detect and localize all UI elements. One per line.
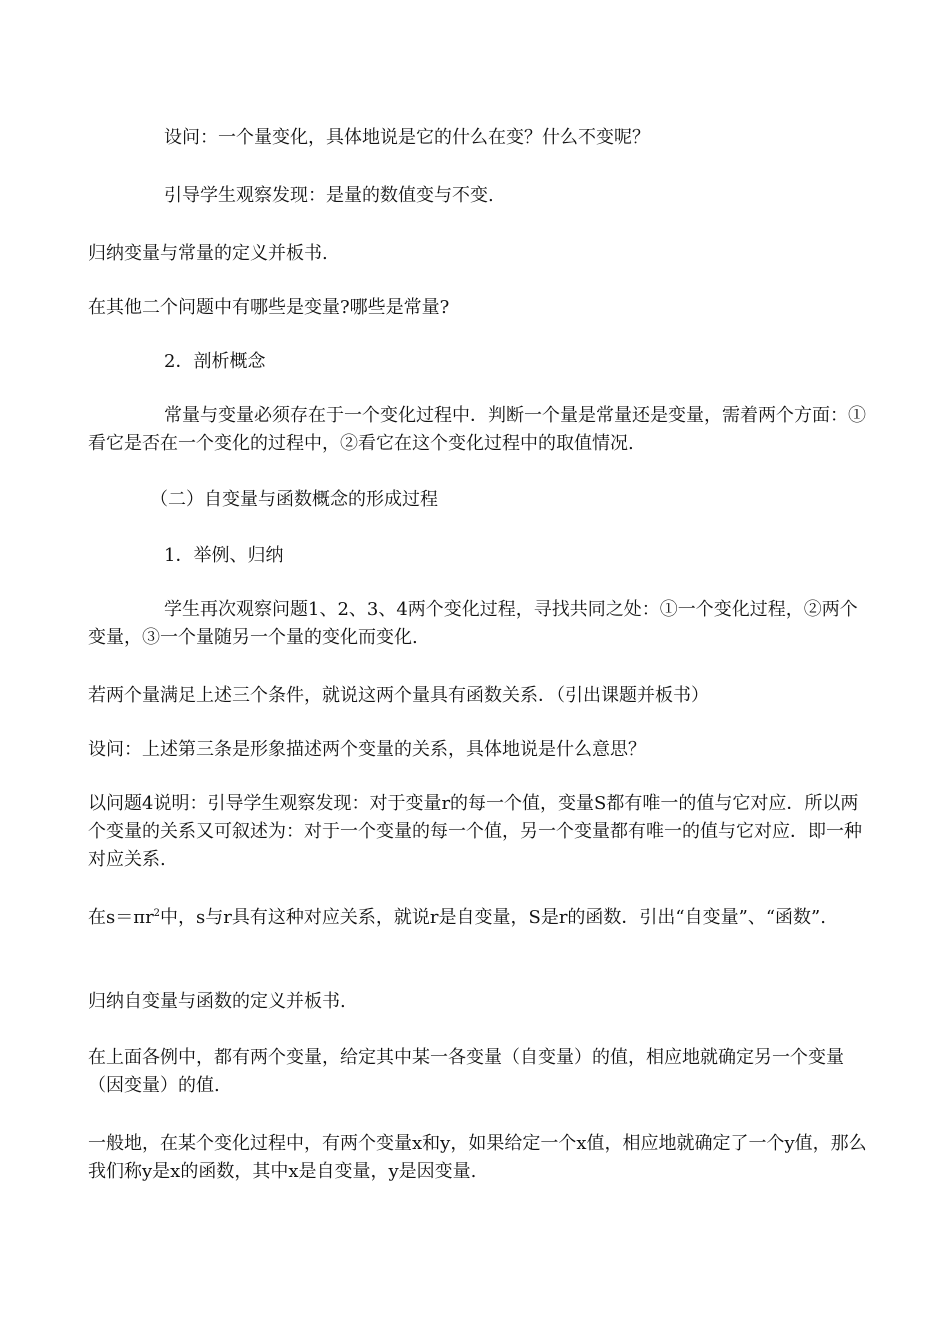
paragraph-constant-variable-judgement: 常量与变量必须存在于一个变化过程中．判断一个量是常量还是变量，需着两个方面：①看它是否在一个变化的过程中，②看它在这个变化过程中的取值情况. <box>88 405 866 454</box>
formula-exponent: 2 <box>153 908 161 919</box>
paragraph-formula-area <box>88 904 868 932</box>
paragraph-question-third-condition: 设问：上述第三条是形象描述两个变量的关系，具体地说是什么意思？ <box>88 739 646 760</box>
formula-suffix: 中，s与r具有这种对应关系，就说r是自变量，S是r的函数．引出“自变量”、“函数”. <box>160 907 826 928</box>
paragraph-function-definition: 一般地，在某个变化过程中，有两个变量x和y，如果给定一个x值，相应地就确定了一个y值，那么我们称y是x的函数，其中x是自变量，y是因变量. <box>88 1133 867 1182</box>
paragraph-guide-observe: 引导学生观察发现：是量的数值变与不变. <box>164 185 494 206</box>
paragraph-define-function: 归纳自变量与函数的定义并板书. <box>88 991 346 1012</box>
paragraph-other-problems: 在其他二个问题中有哪些是变量?哪些是常量? <box>88 297 450 318</box>
paragraph-define-variable-constant: 归纳变量与常量的定义并板书. <box>88 243 328 264</box>
paragraph-question-what-changes: 设问：一个量变化，具体地说是它的什么在变？什么不变呢？ <box>164 127 650 148</box>
section-heading-function-concept: （二）自变量与函数概念的形成过程 <box>150 489 438 510</box>
paragraph-problem-4-explanation: 以问题4说明：引导学生观察发现：对于变量r的每一个值，变量S都有唯一的值与它对应．所以两个变量的关系又可叙述为：对于一个变量的每一个值，另一个变量都有唯一的值与它对应．即一种对应关系. <box>88 793 862 870</box>
paragraph-observe-common: 学生再次观察问题1、2、3、4两个变化过程，寻找共同之处：①一个变化过程，②两个变量，③一个量随另一个量的变化而变化. <box>88 599 858 648</box>
section-heading-analyze-concept: 2．剖析概念 <box>164 351 266 372</box>
paragraph-function-relation: 若两个量满足上述三个条件，就说这两个量具有函数关系．（引出课题并板书） <box>88 685 709 706</box>
section-heading-examples: 1．举例、归纳 <box>164 545 284 566</box>
formula-prefix: 在s＝πr <box>88 907 154 928</box>
paragraph-examples-two-variables: 在上面各例中，都有两个变量，给定其中某一各变量（自变量）的值，相应地就确定另一个变量（因变量）的值. <box>88 1047 844 1096</box>
